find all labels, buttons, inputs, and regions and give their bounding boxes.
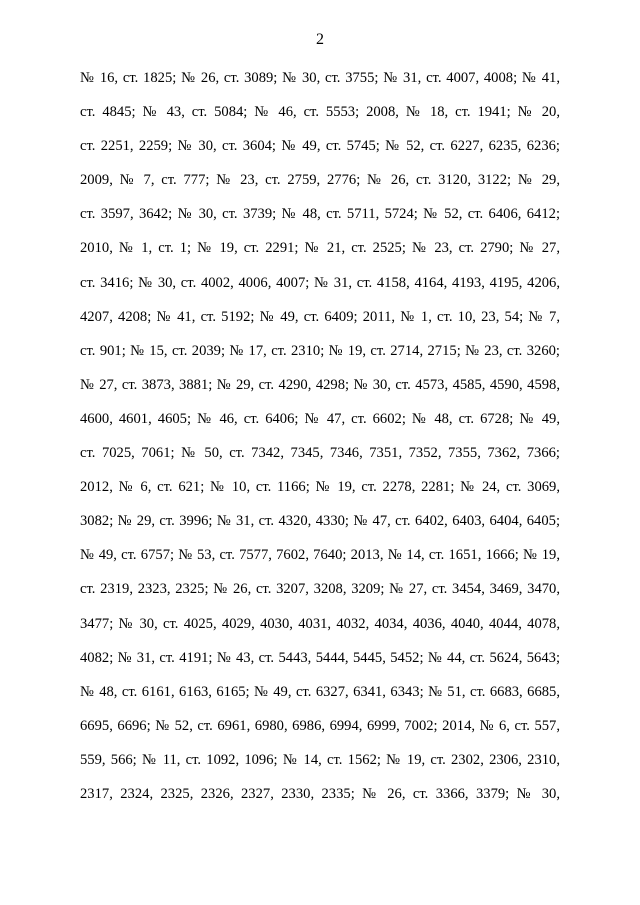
text-line: 2012, № 6, ст. 621; № 10, ст. 1166; № 19, ст. 2278, 2281; № 24, ст. 3069, [80, 479, 560, 496]
text-line: ст. 2251, 2259; № 30, ст. 3604; № 49, ст. 5745; № 52, ст. 6227, 6235, 6236; [80, 138, 560, 155]
text-line: № 16, ст. 1825; № 26, ст. 3089; № 30, ст. 3755; № 31, ст. 4007, 4008; № 41, [80, 70, 560, 86]
text-line: 6695, 6696; № 52, ст. 6961, 6980, 6986, 6994, 6999, 7002; 2014, № 6, ст. 557, [80, 717, 560, 734]
page-number: 2 [316, 31, 324, 48]
text-line: № 49, ст. 6757; № 53, ст. 7577, 7602, 7640; 2013, № 14, ст. 1651, 1666; № 19, [80, 547, 560, 564]
text-line: 559, 566; № 11, ст. 1092, 1096; № 14, ст. 1562; № 19, ст. 2302, 2306, 2310, [80, 751, 560, 768]
body-text [80, 68, 560, 818]
text-line: № 27, ст. 3873, 3881; № 29, ст. 4290, 4298; № 30, ст. 4573, 4585, 4590, 4598, [80, 376, 560, 393]
text-line: 4207, 4208; № 41, ст. 5192; № 49, ст. 6409; 2011, № 1, ст. 10, 23, 54; № 7, [80, 308, 560, 325]
text-line: ст. 7025, 7061; № 50, ст. 7342, 7345, 7346, 7351, 7352, 7355, 7362, 7366; [80, 445, 560, 462]
text-line: 4082; № 31, ст. 4191; № 43, ст. 5443, 5444, 5445, 5452; № 44, ст. 5624, 5643; [80, 649, 560, 666]
text-line: 3477; № 30, ст. 4025, 4029, 4030, 4031, 4032, 4034, 4036, 4040, 4044, 4078, [80, 615, 560, 632]
text-line: 2009, № 7, ст. 777; № 23, ст. 2759, 2776; № 26, ст. 3120, 3122; № 29, [80, 172, 560, 189]
text-line: 2010, № 1, ст. 1; № 19, ст. 2291; № 21, ст. 2525; № 23, ст. 2790; № 27, [80, 240, 560, 257]
text-line: 2317, 2324, 2325, 2326, 2327, 2330, 2335; № 26, ст. 3366, 3379; № 30, [80, 785, 560, 802]
text-line: ст. 3416; № 30, ст. 4002, 4006, 4007; № 31, ст. 4158, 4164, 4193, 4195, 4206, [80, 274, 560, 291]
text-line: ст. 4845; № 43, ст. 5084; № 46, ст. 5553; 2008, № 18, ст. 1941; № 20, [80, 104, 560, 121]
text-line: № 48, ст. 6161, 6163, 6165; № 49, ст. 6327, 6341, 6343; № 51, ст. 6683, 6685, [80, 683, 560, 700]
text-line: ст. 2319, 2323, 2325; № 26, ст. 3207, 3208, 3209; № 27, ст. 3454, 3469, 3470, [80, 581, 560, 598]
text-line: ст. 901; № 15, ст. 2039; № 17, ст. 2310; № 19, ст. 2714, 2715; № 23, ст. 3260; [80, 342, 560, 359]
text-line: 4600, 4601, 4605; № 46, ст. 6406; № 47, ст. 6602; № 48, ст. 6728; № 49, [80, 410, 560, 427]
text-line: ст. 3597, 3642; № 30, ст. 3739; № 48, ст. 5711, 5724; № 52, ст. 6406, 6412; [80, 206, 560, 223]
text-line: 3082; № 29, ст. 3996; № 31, ст. 4320, 4330; № 47, ст. 6402, 6403, 6404, 6405; [80, 513, 560, 530]
